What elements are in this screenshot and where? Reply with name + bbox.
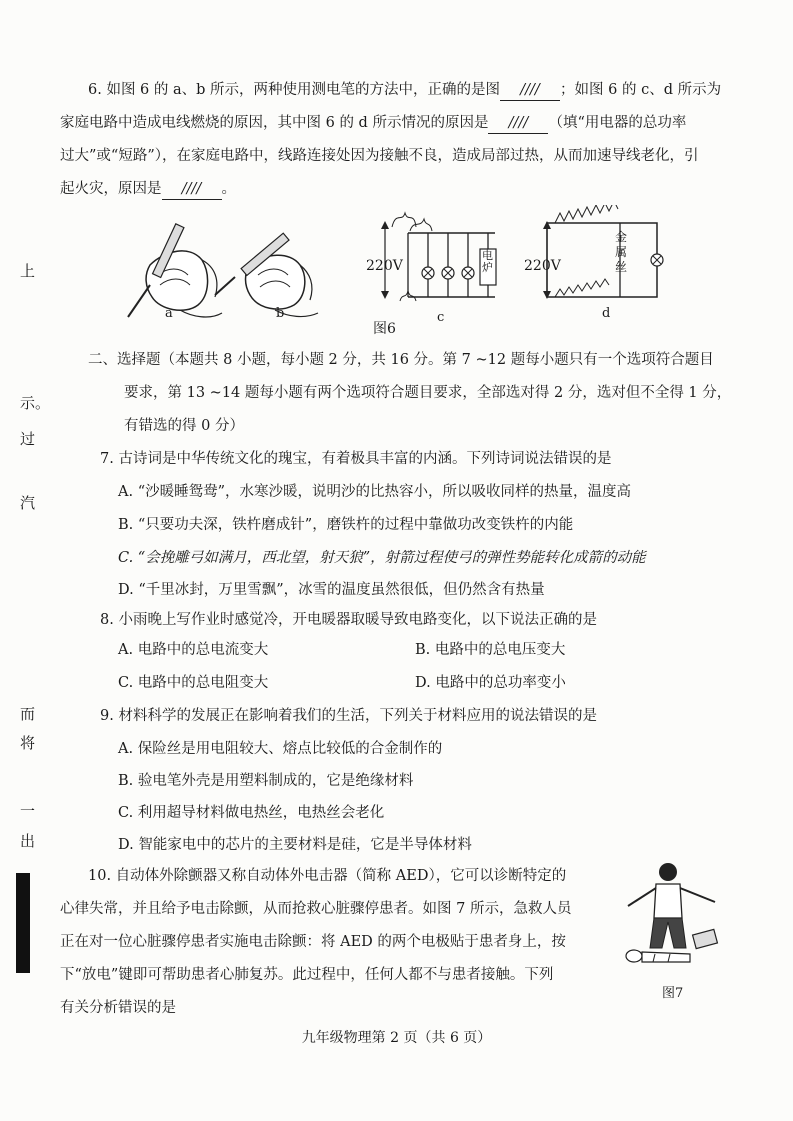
figure-6c-voltage: 220V bbox=[366, 258, 403, 274]
margin-char: 上 bbox=[20, 262, 36, 280]
margin-char: 而 bbox=[20, 705, 36, 723]
margin-char: 出 bbox=[20, 832, 36, 850]
section-2-heading: 二、选择题（本题共 8 小题，每小题 2 分，共 16 分。第 7 ~12 题每小题只有一个选项符合题目 bbox=[88, 352, 714, 368]
q7-option-c[interactable]: C. “会挽雕弓如满月，西北望，射天狼”，射箭过程使弓的弹性势能转化成箭的动能 bbox=[118, 550, 646, 566]
page-footer: 九年级物理第 2 页（共 6 页） bbox=[301, 1030, 492, 1046]
figure-6a-hand-tester bbox=[128, 224, 222, 317]
q10-line3: 正在对一位心脏骤停患者实施电击除颤：将 AED 的两个电极贴于患者身上，按 bbox=[60, 934, 566, 950]
figure-7-aed-illustration bbox=[620, 858, 735, 978]
q7-stem: 7. 古诗词是中华传统文化的瑰宝，有着极具丰富的内涵。下列诗词说法错误的是 bbox=[100, 451, 612, 467]
q9-option-d[interactable]: D. 智能家电中的芯片的主要材料是硅，它是半导体材料 bbox=[118, 837, 472, 853]
answer-blank[interactable]: //// bbox=[162, 179, 222, 200]
q9-option-a[interactable]: A. 保险丝是用电阻较大、熔点比较低的合金制作的 bbox=[118, 741, 443, 757]
q7-option-b[interactable]: B. “只要功夫深，铁杵磨成针”，磨铁杵的过程中靠做功改变铁杵的内能 bbox=[118, 517, 574, 533]
q8-option-a[interactable]: A. 电路中的总电流变大 bbox=[118, 642, 269, 658]
figure-6d-circuit bbox=[543, 205, 663, 299]
figure-6-caption: 图6 bbox=[373, 321, 396, 337]
section-2-line3: 有错选的得 0 分） bbox=[124, 418, 244, 434]
answer-blank[interactable]: //// bbox=[488, 113, 548, 134]
section-2-line2: 要求，第 13 ~14 题每小题有两个选项符合题目要求，全部选对得 2 分，选对但不全得 1 分， bbox=[124, 385, 732, 401]
figure-6d-label: d bbox=[602, 306, 611, 321]
q9-stem: 9. 材料科学的发展正在影响着我们的生活，下列关于材料应用的说法错误的是 bbox=[100, 708, 597, 724]
margin-char: 过 bbox=[20, 430, 36, 448]
margin-char: 示。 bbox=[20, 394, 51, 412]
margin-char: 一 bbox=[20, 802, 36, 820]
q8-option-c[interactable]: C. 电路中的总电阻变大 bbox=[118, 675, 269, 691]
q6-line4: 起火灾，原因是 //// 。 bbox=[60, 179, 236, 200]
q10-line5: 有关分析错误的是 bbox=[60, 1000, 176, 1016]
figure-6b-label: b bbox=[276, 306, 285, 321]
figure-6c-appliance-label: 电炉 bbox=[482, 249, 493, 274]
answer-blank[interactable]: //// bbox=[500, 80, 560, 101]
q9-option-c[interactable]: C. 利用超导材料做电热丝，电热丝会老化 bbox=[118, 805, 385, 821]
margin-char: 将 bbox=[20, 734, 36, 752]
figure-6b-hand-tester bbox=[215, 233, 318, 316]
margin-char: 汽 bbox=[20, 494, 36, 512]
q10-line4: 下“放电”键即可帮助患者心肺复苏。此过程中，任何人都不与患者接触。下列 bbox=[60, 967, 554, 983]
figure-6d-voltage: 220V bbox=[524, 258, 561, 274]
q7-option-a[interactable]: A. “沙暖睡鸳鸯”，水寒沙暖，说明沙的比热容小，所以吸收同样的热量，温度高 bbox=[118, 484, 632, 500]
q8-stem: 8. 小雨晚上写作业时感觉冷，开电暖器取暖导致电路变化，以下说法正确的是 bbox=[100, 612, 597, 628]
q8-option-b[interactable]: B. 电路中的总电压变大 bbox=[415, 642, 566, 658]
figure-6c-label: c bbox=[437, 310, 445, 325]
q6-line2: 家庭电路中造成电线燃烧的原因，其中图 6 的 d 所示情况的原因是 //// （填“用电器的总功率 bbox=[60, 113, 686, 134]
figure-6d-wire-label: 金属丝 bbox=[615, 230, 628, 274]
figure-7-caption: 图7 bbox=[662, 986, 684, 1001]
q10-line2: 心律失常，并且给予电击除颤，从而抢救心脏骤停患者。如图 7 所示，急救人员 bbox=[60, 901, 572, 917]
q8-option-d[interactable]: D. 电路中的总功率变小 bbox=[415, 675, 566, 691]
q6-line1: 6. 如图 6 的 a、b 所示，两种使用测电笔的方法中，正确的是图 //// ；如图 6 的 c、d 所示为 bbox=[88, 80, 721, 101]
q9-option-b[interactable]: B. 验电笔外壳是用塑料制成的，它是绝缘材料 bbox=[118, 773, 414, 789]
figure-6a-label: a bbox=[165, 306, 173, 321]
margin-black-bar bbox=[16, 873, 30, 973]
q7-option-d[interactable]: D. “千里冰封，万里雪飘”，冰雪的温度虽然很低，但仍然含有热量 bbox=[118, 582, 545, 598]
q6-line3: 过大”或“短路”），在家庭电路中，线路连接处因为接触不良，造成局部过热，从而加速导线老化，引 bbox=[60, 148, 699, 164]
figure-6c-circuit bbox=[381, 213, 496, 301]
q10-line1: 10. 自动体外除颤器又称自动体外电击器（简称 AED），它可以诊断特定的 bbox=[88, 868, 567, 884]
